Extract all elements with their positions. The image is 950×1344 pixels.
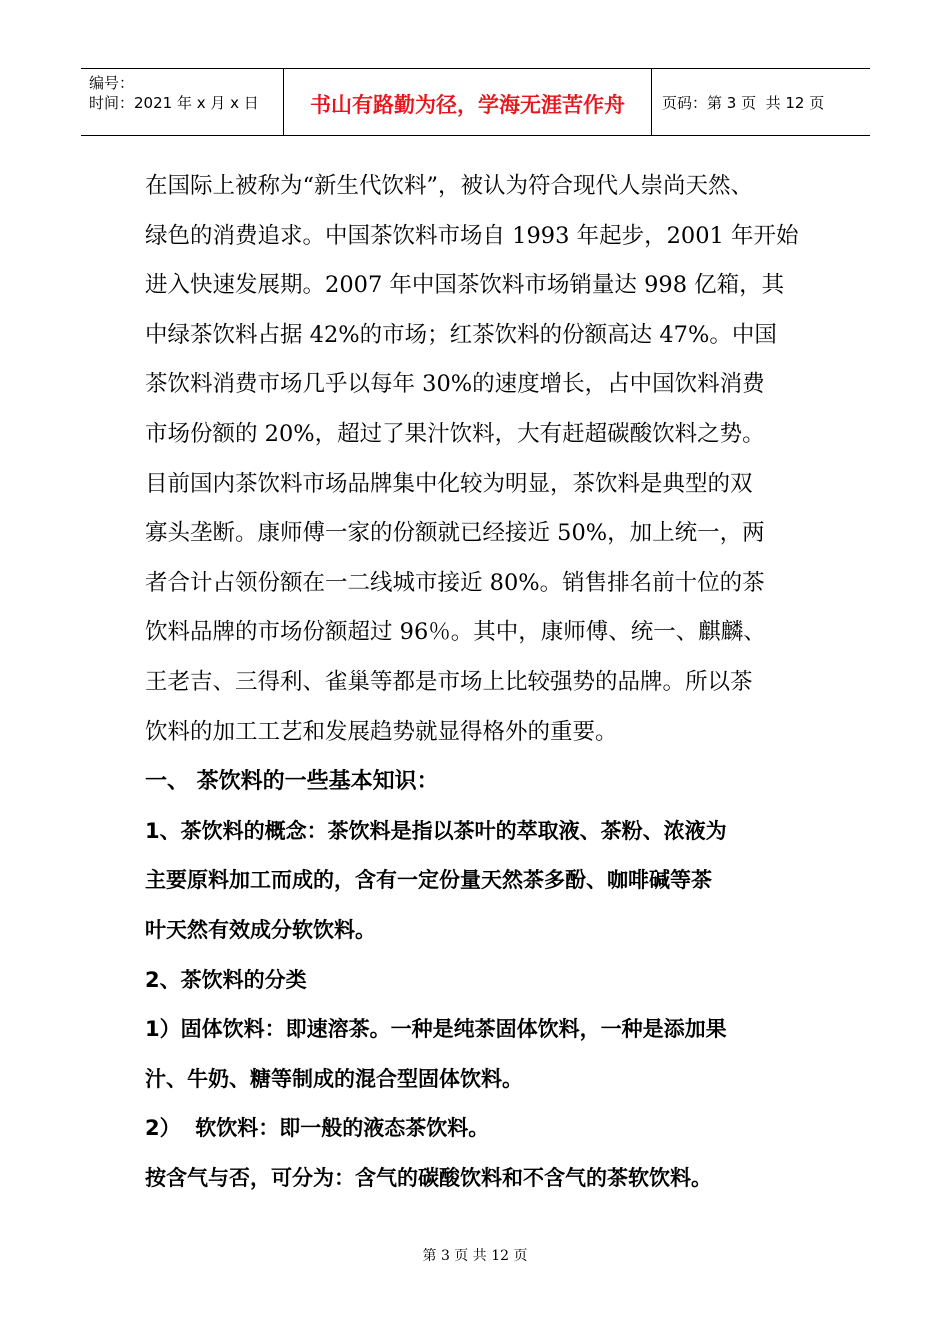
intro-line: 在国际上被称为“新生代饮料”，被认为符合现代人崇尚天然、 <box>145 173 754 199</box>
intro-line: 寡头垄断。康师傅一家的份额就已经接近 50%，加上统一，两 <box>145 520 765 547</box>
classification-heading: 2、茶饮料的分类 <box>145 967 307 992</box>
page-info-text: 页码：第 3 页 共 12 页 <box>662 93 825 112</box>
intro-line: 者合计占领份额在一二线城市接近 80%。销售排名前十位的茶 <box>145 569 765 596</box>
intro-line: 饮料的加工工艺和发展趋势就显得格外的重要。 <box>145 718 618 745</box>
document-time-label: 时间：2021 年 x 月 x 日 <box>89 94 259 112</box>
section-heading: 一、 茶饮料的一些基本知识： <box>145 769 439 795</box>
concept-paragraph <box>145 807 815 956</box>
intro-line: 绿色的消费追求。中国茶饮料市场自 1993 年起步，2001 年开始 <box>145 222 799 249</box>
intro-line: 茶饮料消费市场几乎以每年 30%的速度增长，占中国饮料消费 <box>145 371 765 398</box>
solid-drink-paragraph <box>145 1005 815 1104</box>
intro-line: 市场份额的 20%，超过了果汁饮料，大有赶超碳酸饮料之势。 <box>145 420 765 447</box>
intro-line: 饮料品牌的市场份额超过 96％。其中，康师傅、统一、麒麟、 <box>145 619 766 646</box>
solid-drink-line: 汁、牛奶、糖等制成的混合型固体饮料。 <box>145 1066 523 1091</box>
page-footer: 第 3 页 共 12 页 <box>422 1248 528 1264</box>
solid-drink-line: 1）固体饮料：即速溶茶。一种是纯茶固体饮料，一种是添加果 <box>145 1017 727 1042</box>
document-body <box>145 162 815 1203</box>
intro-line: 王老吉、三得利、雀巢等都是市场上比较强势的品牌。所以茶 <box>145 668 753 695</box>
soft-drink-line: 2） 软饮料：即一般的液态茶饮料。 <box>145 1116 490 1141</box>
concept-line: 1、茶饮料的概念：茶饮料是指以茶叶的萃取液、茶粉、浓液为 <box>145 818 727 843</box>
header-page-info <box>652 69 870 135</box>
concept-line: 叶天然有效成分软饮料。 <box>145 917 376 942</box>
intro-line: 目前国内茶饮料市场品牌集中化较为明显，茶饮料是典型的双 <box>145 470 753 497</box>
header-motto: 书山有路勤为径，学海无涯苦作舟 <box>284 69 652 135</box>
intro-paragraph <box>145 162 815 757</box>
intro-line: 中绿茶饮料占据 42%的市场；红茶饮料的份额高达 47%。中国 <box>145 321 777 348</box>
document-number-label: 编号： <box>89 74 135 92</box>
page-header <box>81 68 870 136</box>
intro-line: 进入快速发展期。2007 年中国茶饮料市场销量达 998 亿箱，其 <box>145 272 785 299</box>
header-meta <box>81 69 284 135</box>
concept-line: 主要原料加工而成的，含有一定份量天然茶多酚、咖啡碱等茶 <box>145 868 712 893</box>
carbonation-line: 按含气与否，可分为：含气的碳酸饮料和不含气的茶软饮料。 <box>145 1165 712 1190</box>
